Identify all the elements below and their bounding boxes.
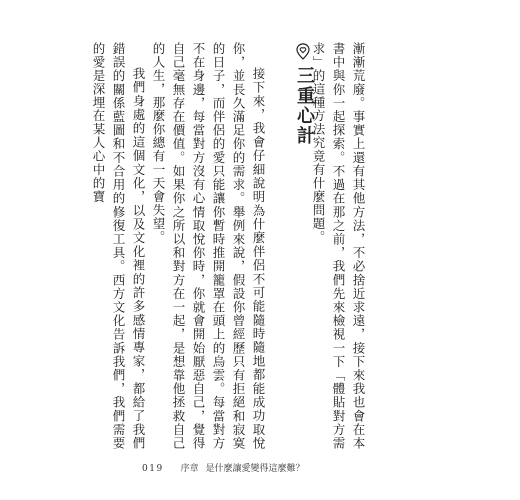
- chapter-label: 序章: [180, 464, 199, 474]
- page-number: 019: [142, 464, 164, 474]
- top-paragraph: 漸漸荒廢。事實上還有其他方法，不必捨近求遠，接下來我也會在本書中與你一起探索。不過在那之前，我們先來檢視一下「體貼對方需求」的這種方法究竟有什麼問題。: [311, 42, 366, 450]
- main-text-block: [88, 42, 268, 450]
- heart-location-pin-icon: [294, 42, 312, 60]
- chapter-title: 是什麼讓愛變得這麼難？: [205, 464, 305, 474]
- page-footer: [142, 461, 304, 474]
- section-heading: [290, 42, 316, 182]
- section-title: 三重心計: [294, 66, 315, 146]
- paragraph: 接下來，我會仔細說明為什麼伴侶不可能隨時隨地都能成功取悅你，並長久滿足你的需求。舉例來說，假設你曾經歷只有拒絕和寂寞的日子，而伴侶的愛只能讓你暫時推開籠罩在頭上的烏雲。每當對方不在身邊，每當對方沒有心情取悅你時，你就會開始厭惡自己，覺得自己毫無存在價值。如果你之所以和對方在一起，是想靠他拯救自己的人生，那麼你總有一天會失望。: [151, 42, 266, 450]
- paragraph: 我們身處的這個文化，以及文化裡的許多感情專家，都給了我們錯誤的關係藍圖和不合用的修復工具。西方文化告訴我們，我們需要的愛是深埋在某人心中的寶: [91, 42, 146, 450]
- top-paragraph-block: [308, 42, 368, 450]
